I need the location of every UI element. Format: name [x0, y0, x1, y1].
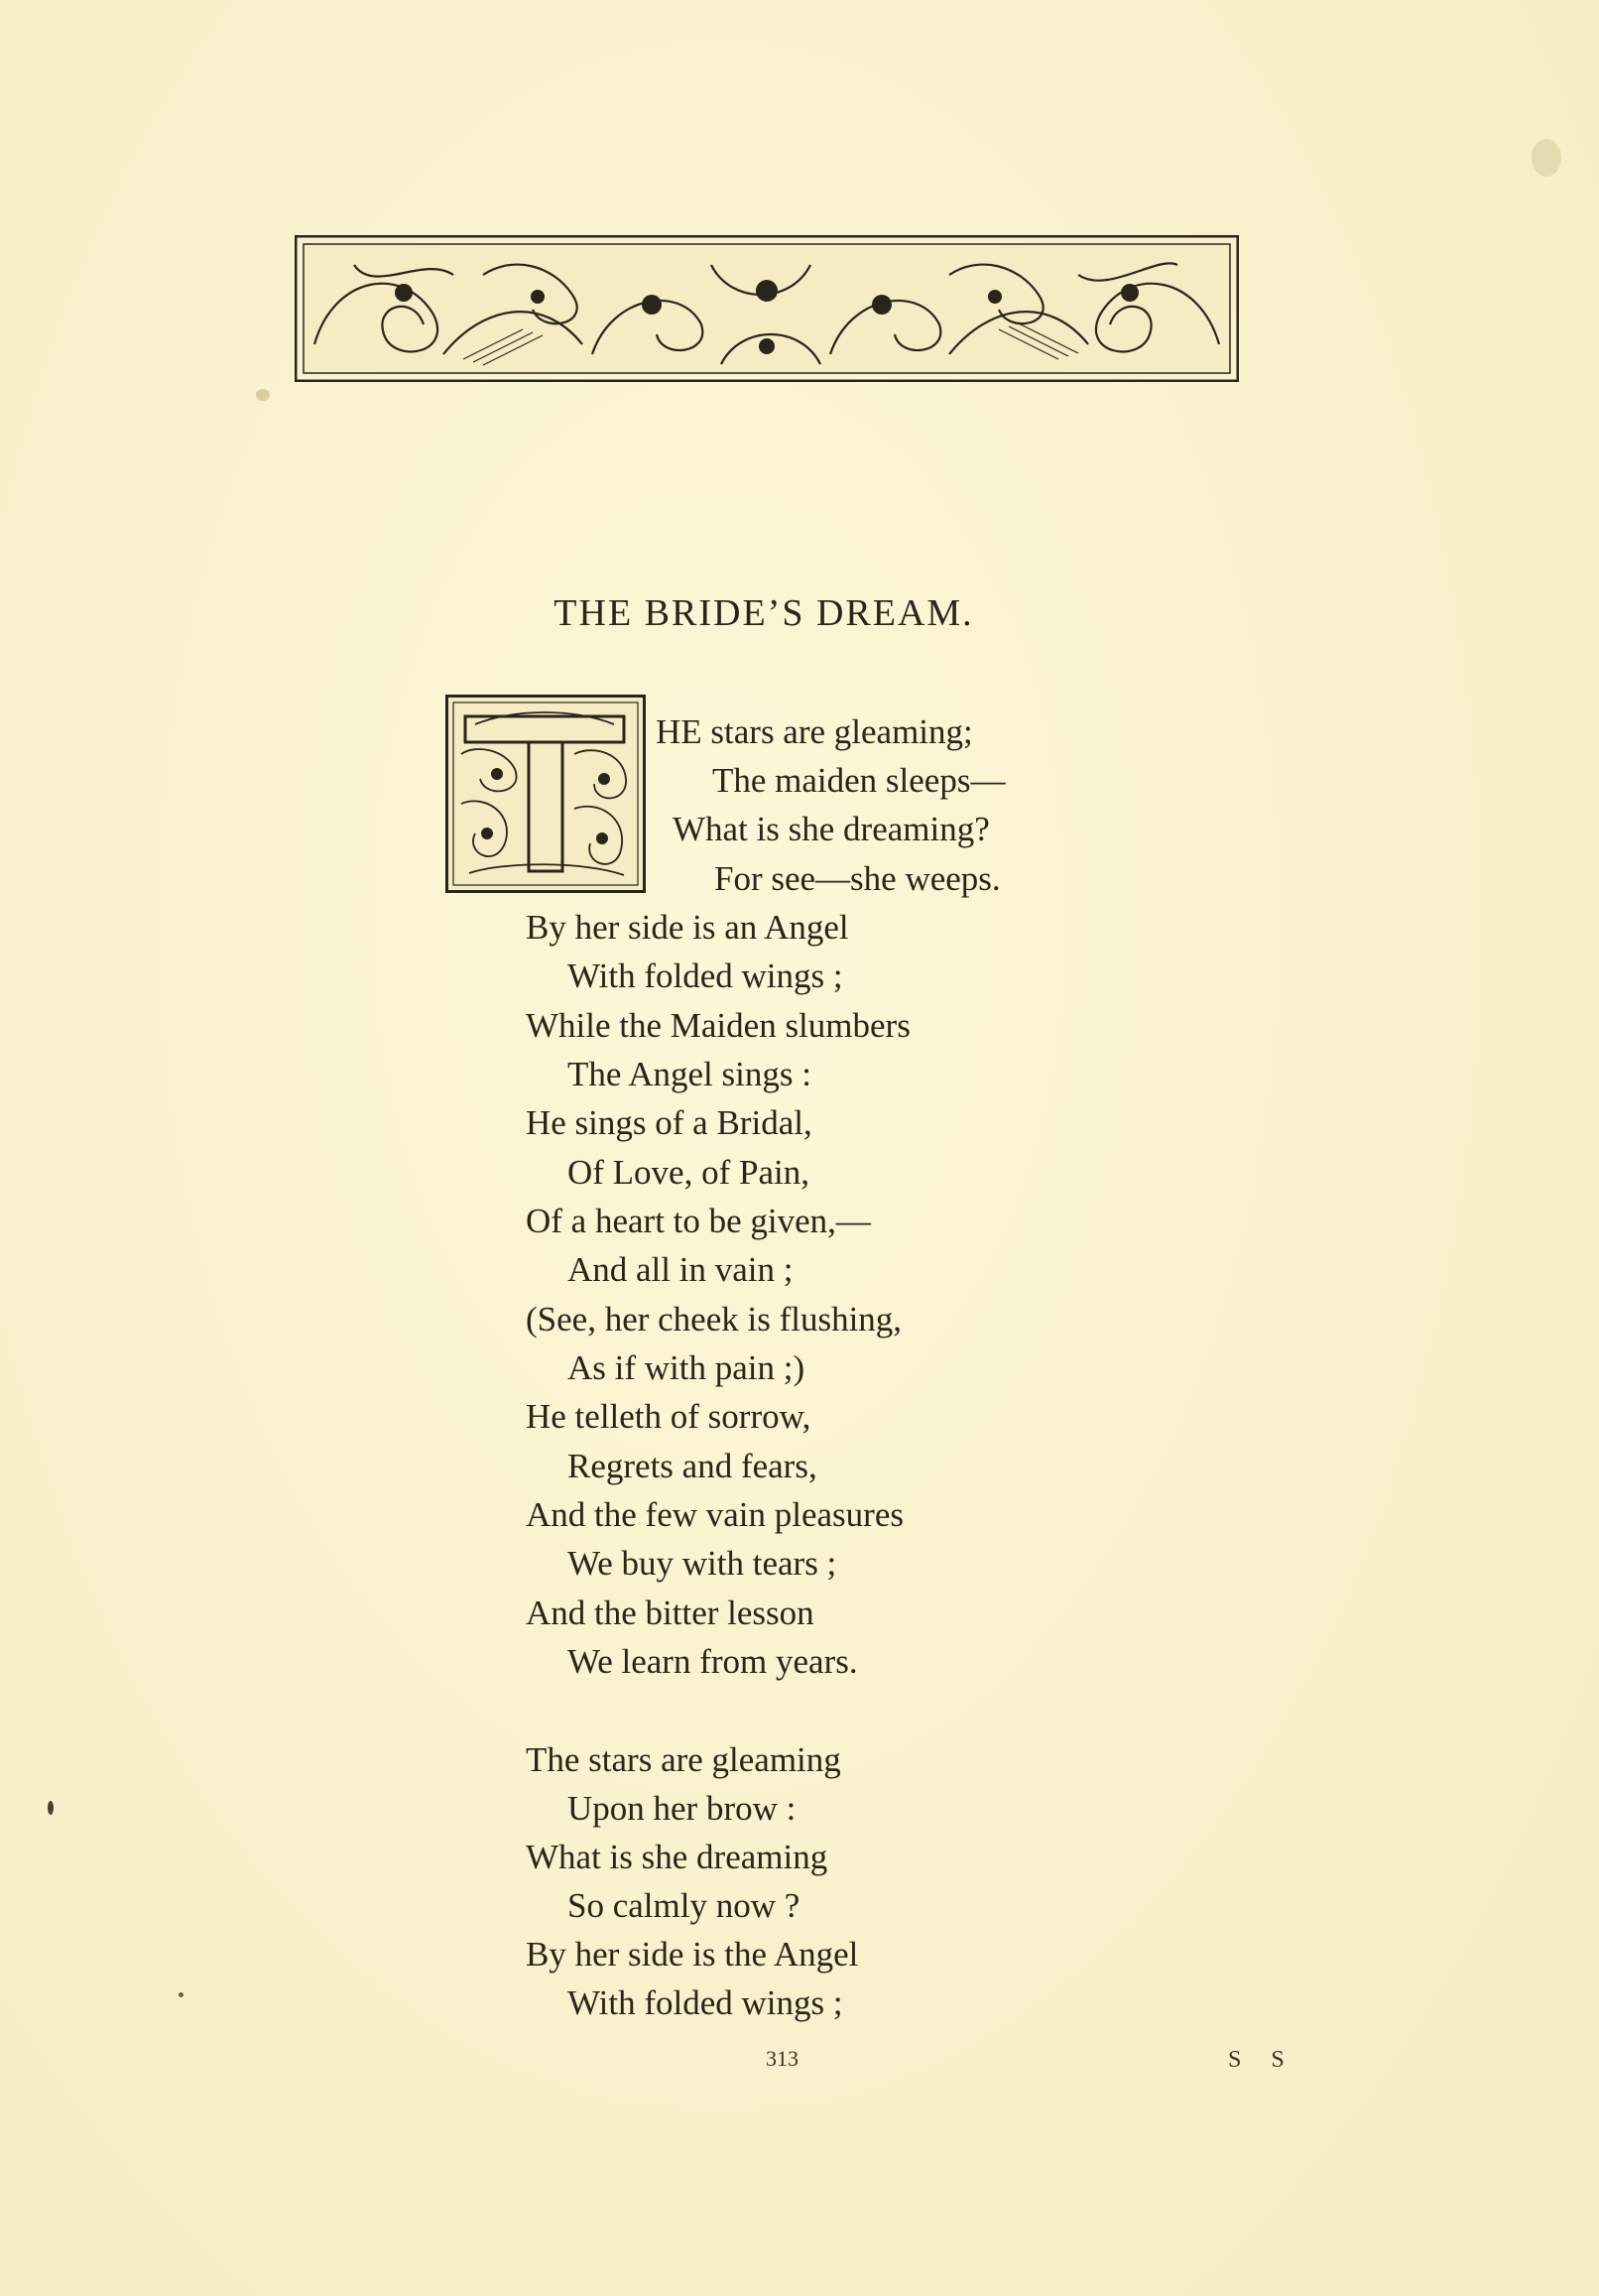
poem-line: Regrets and fears,	[567, 1447, 817, 1485]
poem-line: By her side is an Angel	[526, 908, 849, 947]
poem-line: Upon her brow :	[567, 1789, 797, 1828]
poem-line: Of Love, of Pain,	[567, 1153, 809, 1192]
poem-line: While the Maiden slumbers	[526, 1006, 911, 1045]
poem-line: The maiden sleeps—	[712, 761, 1006, 800]
poem-line: The stars are gleaming	[526, 1740, 841, 1779]
poem-line: For see—she weeps.	[714, 859, 1001, 898]
poem-line: And the few vain pleasures	[526, 1495, 904, 1534]
poem-line: He sings of a Bridal,	[526, 1103, 812, 1142]
poem-line: And the bitter lesson	[526, 1594, 814, 1632]
paper-speck	[179, 1992, 184, 1997]
poem-line: With folded wings ;	[567, 1983, 843, 2022]
poem-title: THE BRIDE’S DREAM.	[554, 592, 974, 634]
paper-speck	[256, 389, 270, 401]
poem-line: The Angel sings :	[567, 1055, 811, 1093]
page-number: 313	[766, 2046, 799, 2071]
poem-line: We learn from years.	[567, 1642, 858, 1681]
poem-line: By her side is the Angel	[526, 1935, 859, 1974]
poem-line: (See, her cheek is flushing,	[526, 1300, 903, 1339]
poem-line: What is she dreaming?	[673, 810, 990, 848]
poem-line: As if with pain ;)	[567, 1348, 805, 1387]
paper-speck	[48, 1801, 54, 1815]
signature-mark: S S	[1228, 2047, 1296, 2073]
poem-line: With folded wings ;	[567, 957, 843, 995]
poem-line: Of a heart to be given,—	[526, 1202, 871, 1240]
ornamental-headpiece	[295, 235, 1239, 382]
decorated-initial	[445, 695, 646, 893]
paper-speck	[1532, 139, 1561, 177]
poem-line: And all in vain ;	[567, 1250, 794, 1289]
floral-border-icon	[295, 235, 1239, 382]
ornate-letter-t-icon	[445, 695, 646, 893]
poem-line: We buy with tears ;	[567, 1544, 837, 1583]
poem-line: HE stars are gleaming;	[656, 712, 973, 751]
poem-line: What is she dreaming	[526, 1838, 828, 1876]
poem-line: So calmly now ?	[567, 1886, 800, 1925]
poem-line: He telleth of sorrow,	[526, 1397, 811, 1436]
